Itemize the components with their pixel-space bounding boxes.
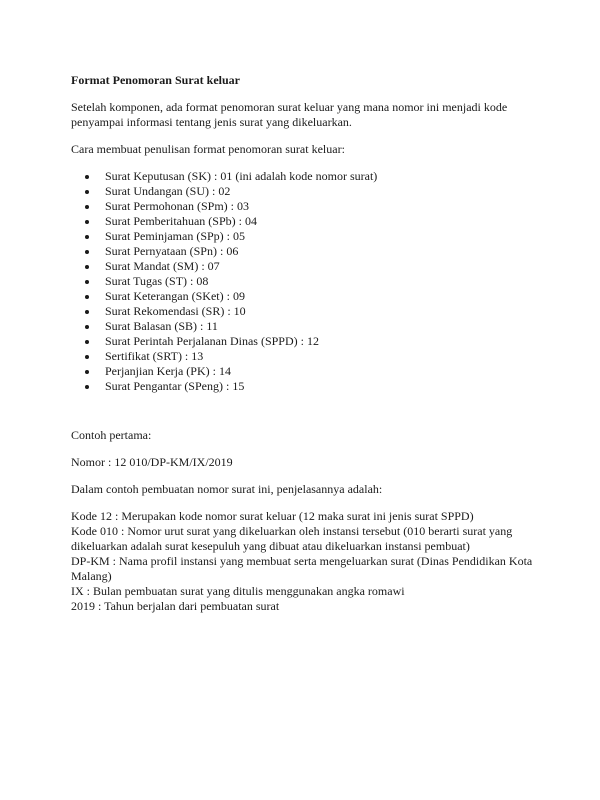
list-item: Surat Undangan (SU) : 02 xyxy=(105,184,541,199)
explanation-line: DP-KM : Nama profil instansi yang membuat serta mengeluarkan surat (Dinas Pendidikan Kota Malang) xyxy=(71,554,533,583)
letter-code-list xyxy=(71,169,541,394)
list-item: Surat Pernyataan (SPn) : 06 xyxy=(105,244,541,259)
explanation-line: IX : Bulan pembuatan surat yang ditulis menggunakan angka romawi xyxy=(71,584,405,598)
list-item: Surat Pengantar (SPeng) : 15 xyxy=(105,379,541,394)
list-item: Surat Pemberitahuan (SPb) : 04 xyxy=(105,214,541,229)
explanation-line: Kode 010 : Nomor urut surat yang dikeluarkan oleh instansi tersebut (010 berarti surat yang dikeluarkan adalah surat kesepuluh yang dibuat atau dikeluarkan instansi pembuat) xyxy=(71,524,513,553)
explain-intro: Dalam contoh pembuatan nomor surat ini, penjelasannya adalah: xyxy=(71,482,383,496)
example-heading: Contoh pertama: xyxy=(71,428,152,442)
list-intro: Cara membuat penulisan format penomoran surat keluar: xyxy=(71,142,345,156)
explanation-block xyxy=(71,509,541,614)
explanation-line: Kode 12 : Merupakan kode nomor surat keluar (12 maka surat ini jenis surat SPPD) xyxy=(71,509,474,523)
list-item: Surat Mandat (SM) : 07 xyxy=(105,259,541,274)
list-item: Surat Keputusan (SK) : 01 (ini adalah kode nomor surat) xyxy=(105,169,541,184)
list-item: Surat Balasan (SB) : 11 xyxy=(105,319,541,334)
explanation-line: 2019 : Tahun berjalan dari pembuatan surat xyxy=(71,599,280,613)
example-number: Nomor : 12 010/DP-KM/IX/2019 xyxy=(71,455,233,469)
list-item: Surat Permohonan (SPm) : 03 xyxy=(105,199,541,214)
list-item: Sertifikat (SRT) : 13 xyxy=(105,349,541,364)
list-item: Surat Keterangan (SKet) : 09 xyxy=(105,289,541,304)
section-spacer xyxy=(71,394,541,428)
intro-paragraph: Setelah komponen, ada format penomoran surat keluar yang mana nomor ini menjadi kode penyampai informasi tentang jenis surat yang dikeluarkan. xyxy=(71,100,508,129)
list-item: Perjanjian Kerja (PK) : 14 xyxy=(105,364,541,379)
list-item: Surat Peminjaman (SPp) : 05 xyxy=(105,229,541,244)
list-item: Surat Perintah Perjalanan Dinas (SPPD) : 12 xyxy=(105,334,541,349)
document-title: Format Penomoran Surat keluar xyxy=(71,73,240,87)
list-item: Surat Rekomendasi (SR) : 10 xyxy=(105,304,541,319)
document-body xyxy=(71,73,541,626)
list-item: Surat Tugas (ST) : 08 xyxy=(105,274,541,289)
